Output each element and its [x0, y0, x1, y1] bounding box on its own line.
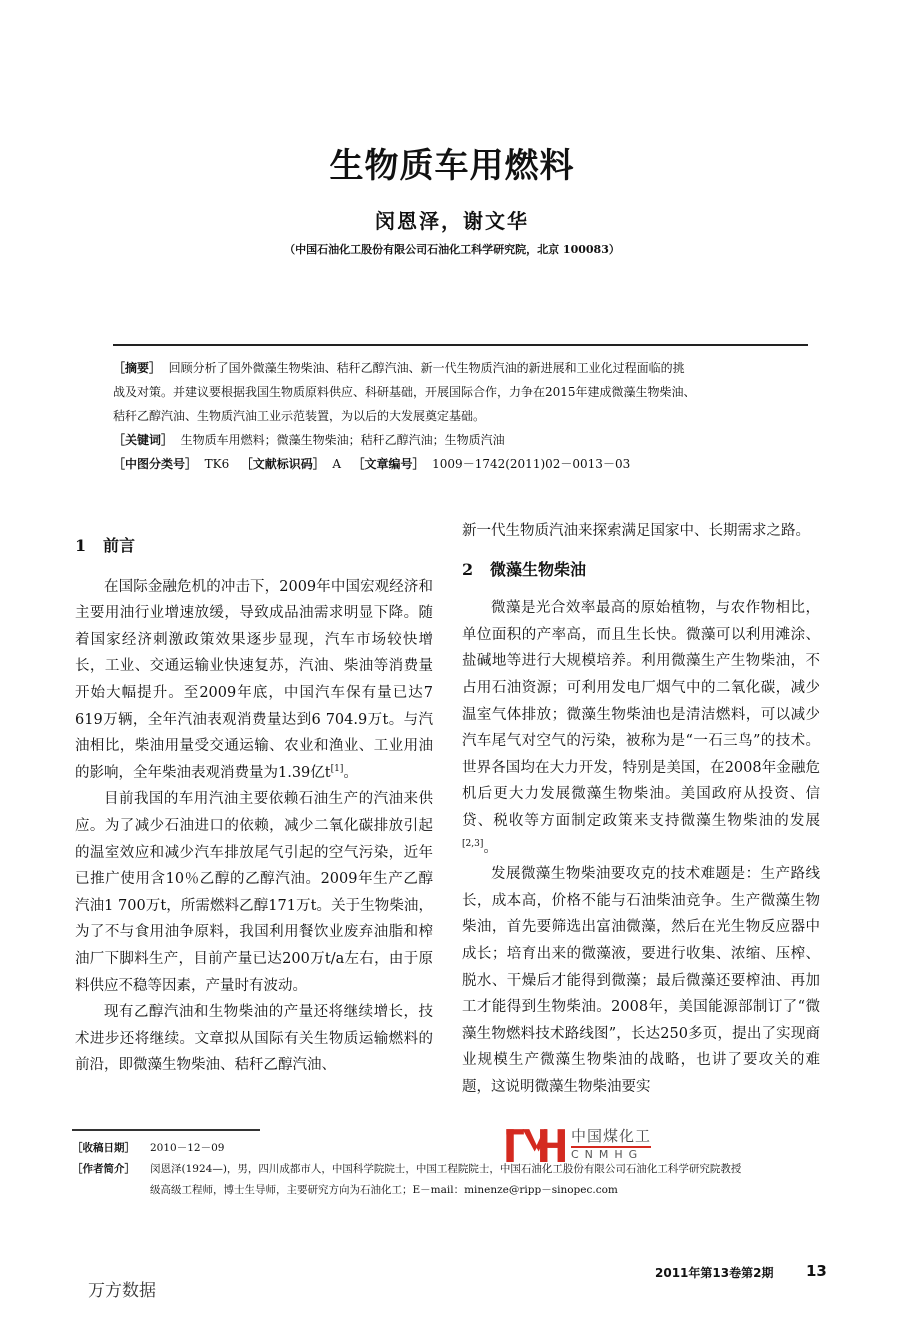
left-column	[75, 533, 433, 1079]
paragraph-text: 在国际金融危机的冲击下，2009年中国宏观经济和主要用油行业增速放缓，导致成品油需求明显下降。随着国家经济刺激政策效果逐步显现，汽车市场较快增长，工业、交通运输业快速复苏，汽油、柴油等消费量开始大幅提升。至2009年底，中国汽车保有量已达7 619万辆，全年汽油表观消费量达到6 704.9万t。与汽油相比，柴油用量受交通运输、农业和渔业、工业用油的影响，全年柴油表观消费量为1.39亿t	[75, 578, 433, 781]
keywords-label: ［关键词］	[113, 433, 174, 447]
paragraph	[75, 574, 433, 787]
authors: 闵恩泽，谢文华	[375, 209, 529, 233]
article-no-value: 1009－1742(2011)02－0013－03	[432, 457, 631, 471]
author-bio-label: ［作者简介］	[72, 1163, 135, 1175]
section-number: 2	[462, 559, 474, 579]
section-heading-2	[462, 557, 820, 584]
footnote-rule	[72, 1129, 260, 1131]
right-column	[462, 518, 820, 1100]
paragraph-end: 。	[483, 839, 498, 856]
paragraph: 目前我国的车用汽油主要依赖石油生产的汽油来供应。为了减少石油进口的依赖，减少二氧化碳排放引起的温室效应和减少汽车排放尾气引起的空气污染，近年已推广使用含10％乙醇的乙醇汽油。2009年生产乙醇汽油1 700万t，所需燃料乙醇171万t。关于生物柴油，为了不与食用油争原料，我国利用餐饮业废弃油脂和榨油厂下脚料生产，目前产量已达200万t/a左右，由于原料供应不稳等因素，产量时有波动。	[75, 791, 433, 994]
abstract-text: 回顾分析了国外微藻生物柴油、秸秆乙醇汽油、新一代生物质汽油的新进展和工业化过程面临的挑	[168, 361, 685, 375]
section-number: 1	[75, 536, 87, 555]
paragraph-text: 微藻是光合效率最高的原始植物，与农作物相比，单位面积的产率高，而且生长快。微藻可以利用滩涂、盐碱地等进行大规模培养。利用微藻生产生物柴油，不占用石油资源；可利用发电厂烟气中的二氧化碳，减少温室气体排放；微藻生物柴油也是清洁燃料，可以减少汽车尾气对空气的污染，被称为是“一石三鸟”的技术。世界各国均在大力开发，特别是美国，在2008年金融危机后更大力发展微藻生物柴油。美国政府从投资、信贷、税收等方面制定政策来支持微藻生物柴油的发展	[462, 600, 820, 829]
abstract-block	[113, 356, 813, 476]
paragraph: 现有乙醇汽油和生物柴油的产量还将继续增长，技术进步还将继续。文章拟从国际有关生物质运输燃料的前沿，即微藻生物柴油、秸秆乙醇汽油、	[75, 1004, 433, 1074]
article-title: 生物质车用燃料	[329, 146, 575, 186]
paragraph: 发展微藻生物柴油要攻克的技术难题是：生产路线长，成本高，价格不能与石油柴油竞争。生产微藻生物柴油，首先要筛选出富油微藻，然后在光生物反应器中成长；培育出来的微藻液，要进行收集、浓缩、压榨、脱水、干燥后才能得到微藻；最后微藻还要榨油、再加工才能得到生物柴油。2008年，美国能源部制订了“微藻生物燃料技术路线图”，长达250多页，提出了实现商业规模生产微藻生物柴油的战略，也讲了要攻关的难题，这说明微藻生物柴油要实	[462, 866, 820, 1095]
author-bio-text: 闵恩泽(1924—)，男，四川成都市人，中国科学院院士，中国工程院院士，中国石油化工股份有限公司石油化工科学研究院教授	[150, 1163, 742, 1175]
abstract-line: 战及对策。并建议要根据我国生物质原料供应、科研基础，开展国际合作，力争在2015年建成微藻生物柴油、	[113, 385, 696, 399]
doc-code-value: A	[332, 457, 342, 471]
paragraph-continued: 新一代生物质汽油来探索满足国家中、长期需求之路。	[462, 523, 810, 539]
wanfang-watermark: 万方数据	[88, 1281, 156, 1301]
author-bio-continued: 级高级工程师，博士生导师，主要研究方向为石油化工；E－mail：minenze@ripp－sinopec.com	[150, 1184, 618, 1196]
affiliation: （中国石油化工股份有限公司石油化工科学研究院，北京 100083）	[284, 243, 620, 256]
keywords: 生物质车用燃料；微藻生物柴油；秸秆乙醇汽油；生物质汽油	[180, 433, 505, 447]
logo-name-en: CNMHG	[571, 1148, 644, 1161]
cnmhg-logo	[505, 1128, 835, 1162]
section-title: 微藻生物柴油	[490, 559, 587, 579]
clc-value: TK6	[204, 457, 230, 471]
paragraph-end: 。	[343, 764, 358, 781]
abstract-top-rule	[113, 344, 808, 346]
author-bio	[72, 1159, 832, 1180]
received-label: ［收稿日期］	[72, 1142, 135, 1154]
paragraph	[462, 595, 820, 861]
classification-line	[113, 452, 813, 476]
abstract-label: ［摘要］	[113, 361, 162, 375]
mh-logo-mark-icon	[505, 1128, 567, 1162]
journal-issue: 2011年第13卷第2期	[655, 1266, 774, 1280]
abstract-line: 秸秆乙醇汽油、生物质汽油工业示范装置，为以后的大发展奠定基础。	[113, 409, 486, 423]
section-heading-1	[75, 533, 433, 560]
citation: [1]	[330, 763, 344, 774]
citation: [2,3]	[462, 838, 484, 849]
clc-label: ［中图分类号］	[113, 457, 198, 471]
page-number: 13	[806, 1262, 827, 1280]
abstract-line	[113, 356, 813, 380]
received-value: 2010－12－09	[150, 1142, 225, 1154]
doc-code-label: ［文献标识码］	[240, 457, 325, 471]
section-title: 前言	[103, 536, 136, 555]
logo-name-cn: 中国煤化工	[571, 1127, 652, 1145]
received-date	[72, 1138, 492, 1159]
keywords-line	[113, 428, 813, 452]
article-no-label: ［文章编号］	[352, 457, 425, 471]
